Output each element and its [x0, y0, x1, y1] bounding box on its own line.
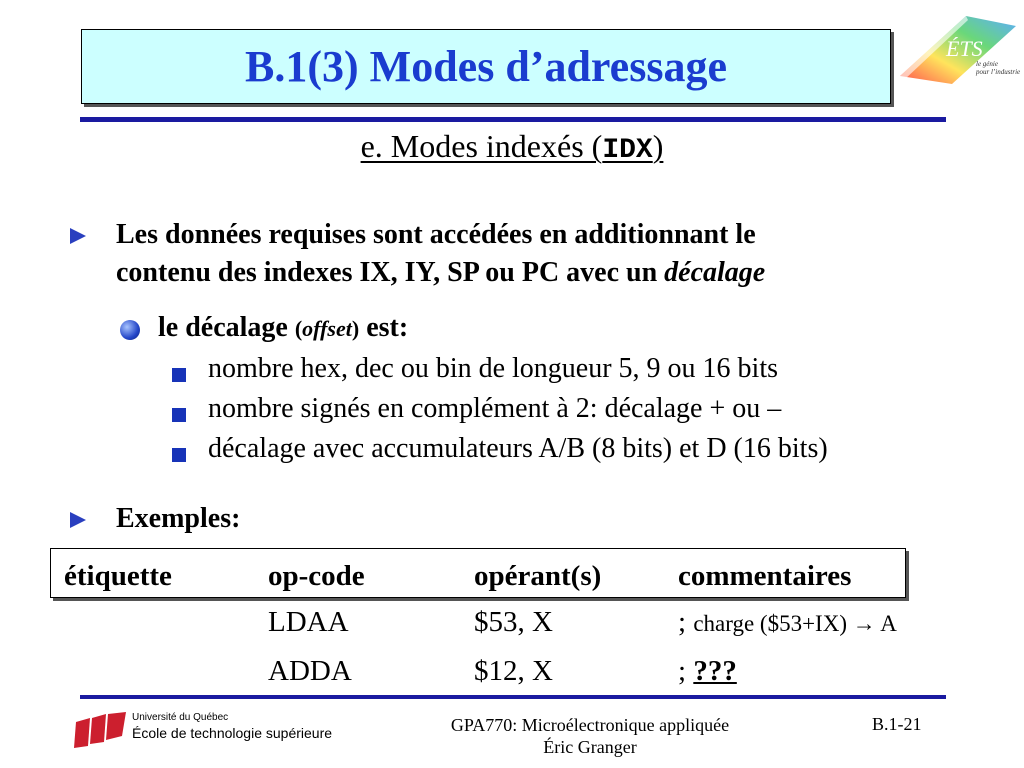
university-line1: Université du Québec [132, 712, 229, 723]
subtitle-underlined [361, 128, 664, 164]
header-rule [80, 117, 946, 122]
square-bullet-icon [172, 368, 186, 382]
footer-rule [80, 695, 946, 699]
round-bullet-icon [120, 320, 140, 340]
bullet-main-1-line1: Les données requises sont accédées en additionnant le [116, 219, 756, 250]
table-header-label: étiquette [64, 560, 172, 592]
table-row-2-comment [678, 655, 737, 688]
table-row-2-opcode: ADDA [268, 655, 352, 687]
list-item: nombre signés en complément à 2: décalage + ou – [208, 393, 782, 424]
table-header-comment: commentaires [678, 560, 852, 592]
page-number: B.1-21 [872, 714, 922, 734]
sub-bullet-label: le décalage [158, 312, 288, 343]
comment-text: ??? [693, 655, 737, 687]
ets-logo [896, 6, 1020, 90]
footer-course-line1: GPA770: Microélectronique appliquée [450, 715, 730, 735]
comment-prefix: ; [678, 606, 694, 638]
list-item: décalage avec accumulateurs A/B (8 bits) et D (16 bits) [208, 433, 828, 464]
square-bullet-icon [172, 408, 186, 422]
sub-bullet [158, 312, 408, 344]
paren-close: ) [351, 316, 360, 341]
bullet-main-1-line2-text: contenu des indexes IX, IY, SP ou PC avec un [116, 257, 665, 288]
table-row-1-opcode: LDAA [268, 606, 349, 638]
sub-bullet-tail: est: [366, 312, 409, 343]
ets-footer-logo [72, 712, 128, 750]
ets-logo-tagline-1: le génie [976, 60, 998, 68]
table-row-2-operand: $12, X [474, 655, 553, 687]
sub-bullet-paren [295, 316, 359, 341]
paren-open: ( [294, 316, 303, 341]
sub-bullet-italic: offset [302, 316, 352, 341]
table-header-operand: opérant(s) [474, 560, 602, 592]
table-header-opcode: op-code [268, 560, 365, 592]
triangle-bullet-icon [70, 228, 86, 244]
subtitle-code: IDX [602, 135, 653, 166]
bullet-main-2: Exemples: [116, 503, 241, 534]
bullet-main-1-line2 [116, 254, 765, 292]
footer-course [400, 714, 780, 758]
section-subtitle [0, 128, 1024, 166]
triangle-bullet-icon [70, 512, 86, 528]
list-item: nombre hex, dec ou bin de longueur 5, 9 ou 16 bits [208, 353, 779, 384]
subtitle-suffix: ) [652, 128, 664, 164]
ets-logo-tagline-2: pour l’industrie [976, 68, 1020, 76]
bullet-main-1 [116, 216, 765, 292]
subtitle-prefix: e. Modes indexés ( [360, 128, 603, 164]
comment-prefix: ; [678, 655, 694, 687]
table-row-1-operand: $53, X [474, 606, 553, 638]
slide-title: B.1(3) Modes d’adressage [245, 42, 727, 91]
table-row-1-comment [678, 606, 897, 639]
comment-text: charge ($53+IX) → A [693, 611, 897, 636]
footer-course-line2: Éric Granger [543, 737, 637, 757]
bullet-main-1-italic: décalage [664, 257, 766, 288]
university-line2: École de technologie supérieure [132, 725, 333, 741]
title-box [81, 29, 891, 104]
university-name [132, 712, 332, 741]
square-bullet-icon [172, 448, 186, 462]
ets-logo-text: ÉTS [946, 36, 983, 61]
